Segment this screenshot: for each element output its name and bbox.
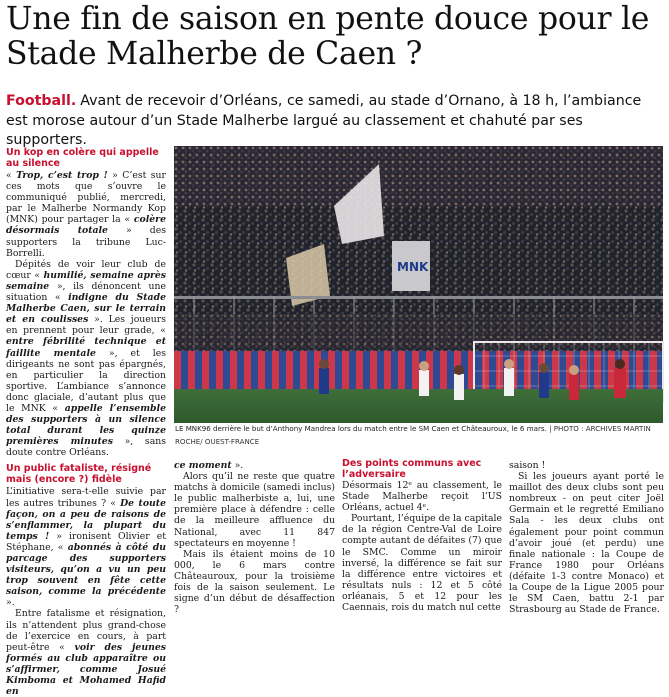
column-4 <box>509 460 664 615</box>
paragraph: Si les joueurs ayant porté le maillot des deux clubs sont peu nombreux - on peut citer Joël Germain et le regretté Emiliano Sala - les deux clubs ont également pour point commun d’avoir joué (et perdu) une finale nationale : la Coupe de France 1980 pour Orléans (défaite 1-3 contre Monaco) et la Coupe de la Ligue 2005 pour le SM Caen, battu 2-1 par Strasbourg au Stade de France. <box>509 471 664 616</box>
stadium-photo <box>174 146 663 423</box>
subhead-kop: Un kop en colère qui appelle au silence <box>6 147 159 169</box>
column-1 <box>6 147 166 697</box>
subhead-public: Un public fataliste, résigné mais (encore ?) fidèle <box>6 463 152 486</box>
paragraph: Alors qu’il ne reste que quatre matchs à domicile (samedi inclus) le public malherbiste a, lui, une première place à défendre : celle de la meilleure affluence du National, avec 11 847 spectateurs en moyenne ! <box>174 471 335 549</box>
paragraph: Entre fatalisme et résignation, ils n’attendent plus grand-chose de l’exercice en cours, à part peut-être « voir des jeunes formés au club apparaître ou s’affirmer, comme Josué Kimboma et Mohamed Hafid en <box>6 608 166 697</box>
subhead-adversaire: Des points communs avec l’adversaire <box>342 458 482 480</box>
lede <box>6 92 666 151</box>
paragraph: Dépités de voir leur club de cœur « humilié, semaine après semaine », ils dénoncent une situation « indigne du Stade Malherbe Caen, sur le terrain et en coulisses ». Les joueurs en prennent pour leur grade, « entre fébrilité technique et faillite mentale », et les dirigeants ne sont pas épargnés, en particulier la direction sportive. L’ambiance s’annonce donc glaciale, d’autant plus que le MNK « appelle l’ensemble des supporters à un silence total durant les quinze premières minutes », sans doute contre Orléans. <box>6 258 166 459</box>
stadium-photo-illustration <box>174 146 663 423</box>
kicker: Football. <box>6 93 77 109</box>
caption-text: LE MNK96 derrière le but d’Anthony Mandrea lors du match entre le SM Caen et Châteauroux, le 6 mars. <box>175 424 547 433</box>
photo-credit: | PHOTO : ARCHIVES MARTIN ROCHE/ OUEST-FRANCE <box>175 424 651 446</box>
photo-caption <box>175 423 663 448</box>
lede-text: Avant de recevoir d’Orléans, ce samedi, au stade d’Ornano, à 18 h, l’ambiance est morose autour d’un Stade Malherbe largué au classement et chahuté par ses supporters. <box>6 93 642 148</box>
paragraph: « Trop, c’est trop ! » C’est sur ces mots que s’ouvre le communiqué publié, mercredi, par le Malherbe Normandy Kop (MNK) pour partager la « colère désormais totale » des supporters la tribune Luc-Borrelli. <box>6 170 167 259</box>
paragraph: Mais ils étaient moins de 10 000, le 6 mars contre Châteauroux, pour la troisième fois de la saison seulement. Le signe d’un début de désaffection ? <box>174 548 335 616</box>
paragraph: L’initiative sera-t-elle suivie par les autres tribunes ? « De toute façon, on a peu de raisons de s’enflammer, la plupart du temps ! » ironisent Olivier et Stéphane, « abonnés à côté du parcage des supporters visiteurs, qu’on a vu un peu trop souvent en fête cette saison, comme la précédente ». <box>6 486 167 609</box>
headline: Une fin de saison en pente douce pour le Stade Malherbe de Caen ? <box>6 1 650 72</box>
paragraph: Pourtant, l’équipe de la capitale de la région Centre-Val de Loire compte autant de défaites (7) que le SMC. Comme un miroir inversé, la différence se fait sur la différence entre victoires et résultats nuls : 12 et 5 côté orléanais, 5 et 12 pour les Caennais, rois du match nul cette <box>342 513 502 614</box>
column-2 <box>174 460 335 615</box>
paragraph: saison ! <box>509 460 546 471</box>
paragraph: Désormais 12ᵉ au classement, le Stade Malherbe reçoit l’US Orléans, actuel 4ᵉ. <box>342 480 502 514</box>
column-3 <box>342 458 502 613</box>
paragraph: ce moment ». <box>174 460 244 471</box>
banner-text: MNK <box>397 260 429 274</box>
